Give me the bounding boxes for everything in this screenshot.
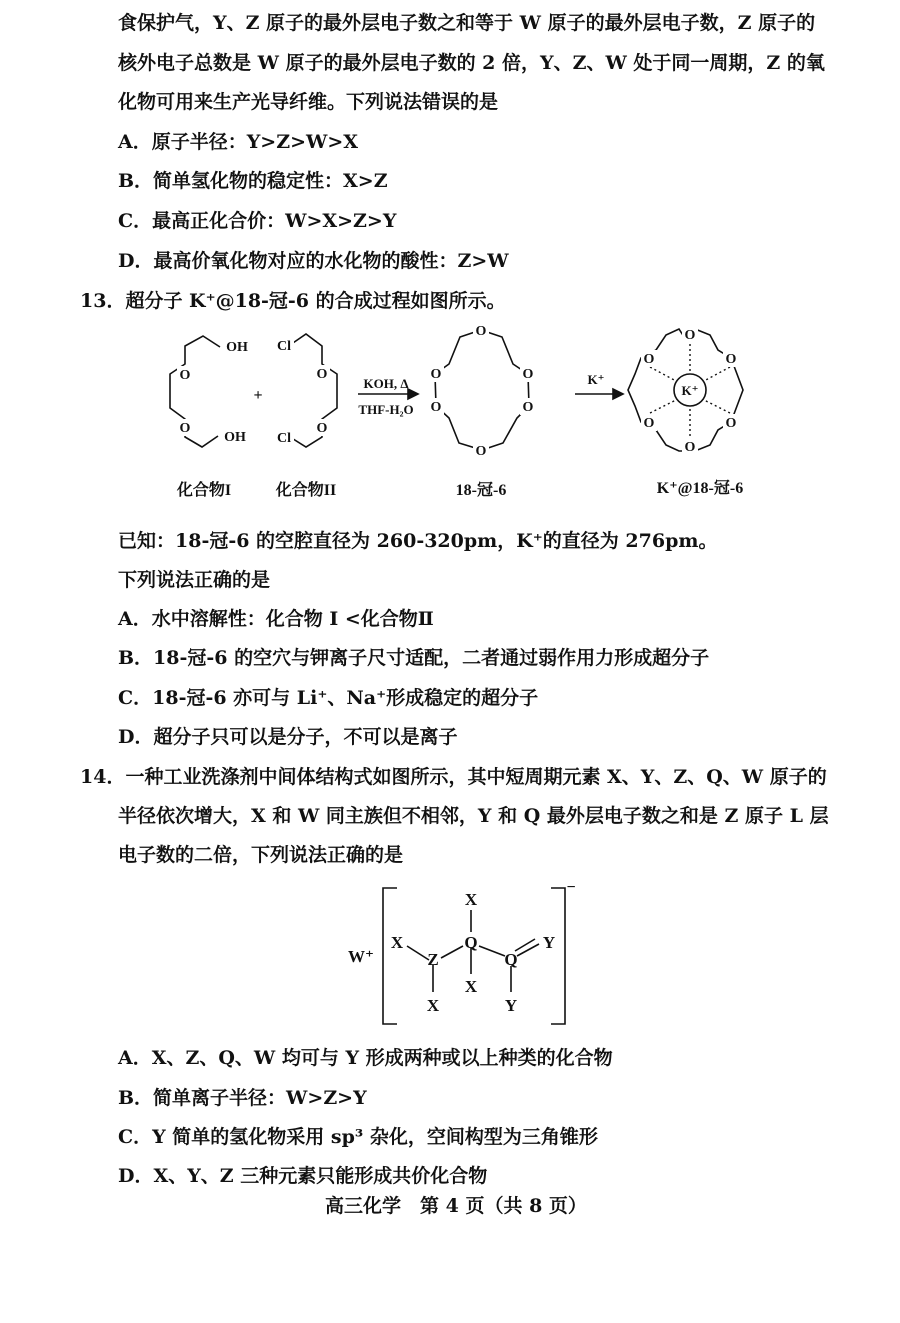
atom-q-1: Q xyxy=(464,933,478,952)
w-cation: W⁺ xyxy=(348,947,374,966)
q13-stem: 13．超分子 K⁺@18-冠-6 的合成过程如图所示。 xyxy=(80,290,506,312)
crown-ether-synthesis-diagram xyxy=(150,318,790,513)
atom-z: Z xyxy=(427,950,439,969)
q14-stem-line-3: 电子数的二倍，下列说法正确的是 xyxy=(118,844,404,866)
q13-option-b: B．18-冠-6 的空穴与钾离子尺寸适配，二者通过弱作用力形成超分子 xyxy=(118,647,710,669)
q13-question: 下列说法正确的是 xyxy=(118,569,271,591)
q14-stem-line-1: 14．一种工业洗涤剂中间体结构式如图所示，其中短周期元素 X、Y、Z、Q、W 原子的 xyxy=(80,766,827,788)
q14-structure-diagram xyxy=(345,880,585,1030)
q14-option-c: C．Y 简单的氢化物采用 sp³ 杂化，空间构型为三角锥形 xyxy=(118,1126,598,1148)
atom-y-double: Y xyxy=(542,933,556,952)
atom-x-below-q: X xyxy=(464,977,478,996)
q12-stem-line-1: 食保护气，Y、Z 原子的最外层电子数之和等于 W 原子的最外层电子数，Z 原子的 xyxy=(118,12,816,34)
complex-o-6: O xyxy=(643,352,655,367)
compound2-o-1: O xyxy=(316,367,328,382)
complex-name: K⁺@18-冠-6 xyxy=(656,480,744,497)
q12-stem-line-2: 核外电子总数是 W 原子的最外层电子数的 2 倍，Y、Z、W 处于同一周期，Z 的氧 xyxy=(118,52,825,74)
q13-option-a: A．水中溶解性：化合物 I <化合物Ⅱ xyxy=(118,608,434,630)
q14-option-b: B．简单离子半径：W>Z>Y xyxy=(118,1087,367,1109)
compound1-oh-bottom: OH xyxy=(224,430,246,445)
anion-charge: − xyxy=(566,880,576,896)
crown-o-1: O xyxy=(475,324,487,339)
complex-o-4: O xyxy=(684,440,696,455)
right-bracket xyxy=(551,888,565,1024)
compound2-o-2: O xyxy=(316,421,328,436)
q12-option-a: A．原子半径：Y>Z>W>X xyxy=(118,131,359,153)
compound2-name: 化合物II xyxy=(275,482,337,499)
crown-o-5: O xyxy=(430,400,442,415)
product-name: 18-冠-6 xyxy=(455,482,507,499)
q12-stem-line-3: 化物可用来生产光导纤维。下列说法错误的是 xyxy=(118,91,499,113)
compound1-o-1: O xyxy=(179,368,191,383)
q13-option-d: D．超分子只可以是分子，不可以是离子 xyxy=(118,726,458,748)
complex-o-1: O xyxy=(684,328,696,343)
plus-sign: + xyxy=(253,387,263,404)
complex-o-3: O xyxy=(725,416,737,431)
atom-q-2: Q xyxy=(504,950,518,969)
compound1-o-2: O xyxy=(179,421,191,436)
q13-known: 已知：18-冠-6 的空腔直径为 260-320pm，K⁺的直径为 276pm。 xyxy=(118,530,718,552)
complex-o-2: O xyxy=(725,352,737,367)
atom-y-below: Y xyxy=(504,996,518,1015)
compound1-name: 化合物I xyxy=(176,482,232,499)
q13-option-c: C．18-冠-6 亦可与 Li⁺、Na⁺形成稳定的超分子 xyxy=(118,687,539,709)
atom-x-below-z: X xyxy=(426,996,440,1015)
reagent-bottom: THF-H₂O xyxy=(358,402,414,417)
arrow2-label: K⁺ xyxy=(587,372,605,387)
page-footer: 高三化学 第 4 页（共 8 页） xyxy=(325,1195,587,1217)
reagent-top: KOH, Δ xyxy=(363,376,409,391)
crown-o-6: O xyxy=(430,367,442,382)
complex-o-5: O xyxy=(643,416,655,431)
compound1-oh-top: OH xyxy=(226,340,248,355)
q14-stem-line-2: 半径依次增大，X 和 W 同主族但不相邻，Y 和 Q 最外层电子数之和是 Z 原子 L 层 xyxy=(118,805,829,827)
crown-o-3: O xyxy=(522,400,534,415)
k-ion-label: K⁺ xyxy=(681,383,699,398)
q14-option-d: D．X、Y、Z 三种元素只能形成共价化合物 xyxy=(118,1165,488,1187)
crown-ether-ring xyxy=(435,330,529,450)
atom-x-top: X xyxy=(464,890,478,909)
q12-option-c: C．最高正化合价：W>X>Z>Y xyxy=(118,210,397,232)
crown-o-4: O xyxy=(475,444,487,459)
q12-option-b: B．简单氢化物的稳定性：X>Z xyxy=(118,170,388,192)
left-bracket xyxy=(383,888,397,1024)
compound2-cl-bottom: Cl xyxy=(277,431,291,446)
atom-x-left: X xyxy=(390,933,404,952)
crown-o-2: O xyxy=(522,367,534,382)
q12-option-d: D．最高价氧化物对应的水化物的酸性：Z>W xyxy=(118,250,509,272)
q14-option-a: A．X、Z、Q、W 均可与 Y 形成两种或以上种类的化合物 xyxy=(118,1047,613,1069)
compound2-cl-top: Cl xyxy=(277,339,291,354)
